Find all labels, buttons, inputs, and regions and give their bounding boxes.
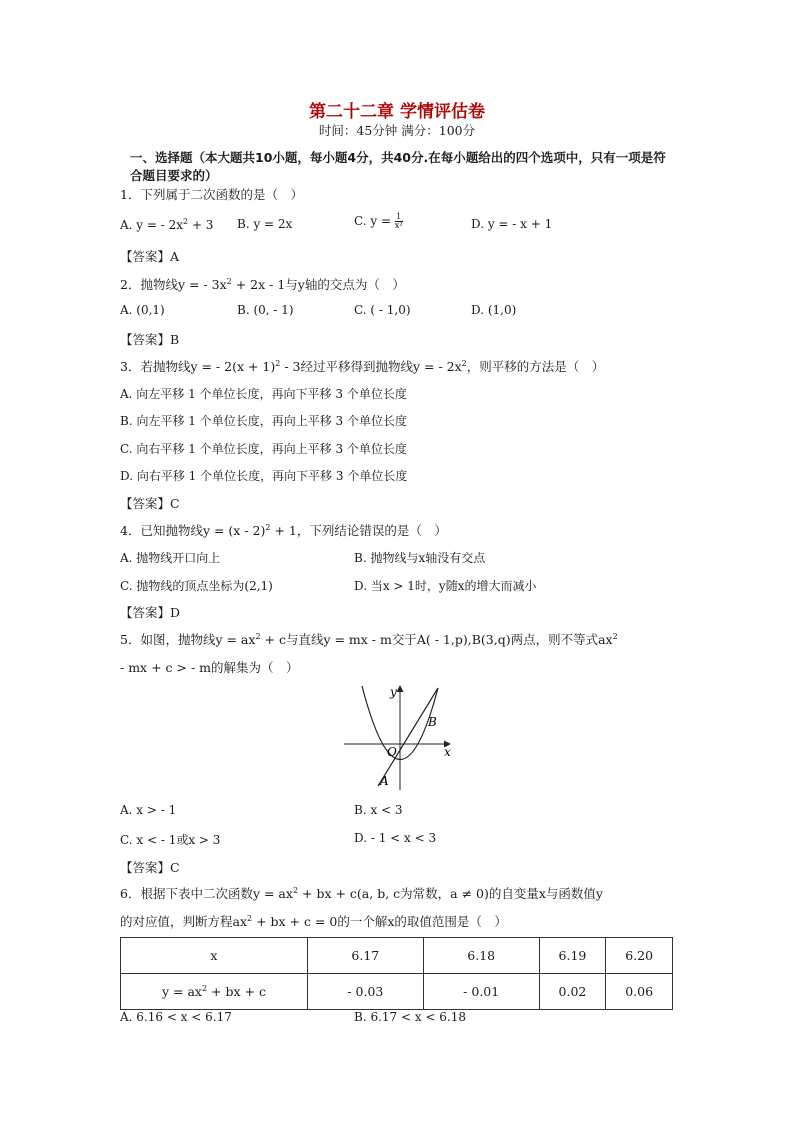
q4-stem-pre: 4．已知抛物线y = (x - 2) <box>120 523 266 538</box>
q1-option-a-sup: 2 <box>183 217 189 226</box>
table-cell: 6.17 <box>307 938 423 974</box>
q5-stem-mid: + c与直线y = mx - m交于A( - 1,p),B(3,q)两点，则不等式ax <box>260 632 613 647</box>
q3-answer: 【答案】C <box>120 496 180 511</box>
table-cell: 6.19 <box>539 938 606 974</box>
table-cell: - 0.03 <box>307 974 423 1010</box>
q1-option-d: D. y = - x + 1 <box>471 217 553 231</box>
table-header-y <box>121 974 308 1010</box>
q1-option-c-text: C. y = <box>354 214 395 228</box>
q6-option-a: A. 6.16 < x < 6.17 <box>120 1010 232 1024</box>
q5-option-c: C. x < - 1或x > 3 <box>120 833 221 847</box>
y-axis-label: y <box>390 685 397 699</box>
q1-option-b: B. y = 2x <box>237 217 293 231</box>
q1-answer: 【答案】A <box>120 249 180 264</box>
q1-option-a <box>120 217 213 232</box>
table-cell: 6.18 <box>423 938 539 974</box>
q2-stem-sup: 2 <box>226 276 232 286</box>
q5-option-b: B. x < 3 <box>354 803 403 817</box>
point-a-label: A <box>380 774 389 788</box>
table-cell: 0.02 <box>539 974 606 1010</box>
q3-stem-sup: 2 <box>275 358 281 368</box>
question-6-stem-line1 <box>120 884 603 902</box>
q6-stem-post: + bx + c(a, b, c为常数，a ≠ 0)的自变量x与函数值y <box>298 886 603 901</box>
question-1-stem: 1．下列属于二次函数的是（ ） <box>120 187 303 202</box>
q3-option-b: B. 向左平移 1 个单位长度，再向上平移 3 个单位长度 <box>120 414 407 428</box>
q6-stem2-pre: 的对应值，判断方程ax <box>120 914 248 929</box>
q5-stem-pre: 5．如图，抛物线y = ax <box>120 632 256 647</box>
question-6-stem-line2 <box>120 912 507 930</box>
q2-option-d: D. (1,0) <box>471 303 517 317</box>
table-header-y-pre: y = ax <box>161 984 202 1000</box>
q3-stem-mid: - 3经过平移得到抛物线y = - 2x <box>280 359 462 374</box>
q2-option-a: A. (0,1) <box>120 303 165 317</box>
q3-option-c: C. 向右平移 1 个单位长度，再向上平移 3 个单位长度 <box>120 442 407 456</box>
value-table <box>120 937 673 1010</box>
x-axis-label: x <box>444 745 451 759</box>
q5-stem-sup2: 2 <box>612 631 618 641</box>
q6-stem2-post: + bx + c = 0的一个解x的取值范围是（ ） <box>252 914 507 929</box>
q3-stem-post: ，则平移的方法是（ ） <box>466 359 605 374</box>
table-header-y-sup: 2 <box>201 983 208 993</box>
q3-stem-sup2: 2 <box>461 358 467 368</box>
question-5-stem-line1 <box>120 630 618 648</box>
q2-option-c: C. ( - 1,0) <box>354 303 411 317</box>
q2-option-b: B. (0, - 1) <box>237 303 294 317</box>
q4-option-a: A. 抛物线开口向上 <box>120 551 221 565</box>
q2-stem-pre: 2．抛物线y = - 3x <box>120 277 227 292</box>
q1-option-c <box>354 213 403 230</box>
table-row <box>121 938 673 974</box>
page-title: 第二十二章 学情评估卷 <box>309 102 485 122</box>
table-header-x: x <box>121 938 308 974</box>
q4-option-b: B. 抛物线与x轴没有交点 <box>354 551 486 565</box>
question-3-stem <box>120 357 604 375</box>
q6-stem-sup: 2 <box>292 885 299 895</box>
q3-option-d: D. 向右平移 1 个单位长度，再向下平移 3 个单位长度 <box>120 469 408 483</box>
line-graph <box>378 688 438 786</box>
question-5-stem-line2: - mx + c > - m的解集为（ ） <box>120 660 299 675</box>
parabola-line-figure <box>340 682 460 794</box>
origin-label: O <box>387 745 397 759</box>
exam-info: 时间：45分钟 满分：100分 <box>318 123 476 138</box>
table-header-y-post: + bx + c <box>207 984 266 1000</box>
table-cell: 6.20 <box>606 938 673 974</box>
table-cell: 0.06 <box>606 974 673 1010</box>
q2-answer: 【答案】B <box>120 332 180 347</box>
q1-option-c-fraction <box>395 213 403 230</box>
q5-option-a: A. x > - 1 <box>120 803 177 817</box>
q4-option-d: D. 当x > 1时，y随x的增大而减小 <box>354 579 537 593</box>
table-cell: - 0.01 <box>423 974 539 1010</box>
q6-stem-pre: 6．根据下表中二次函数y = ax <box>120 886 293 901</box>
section-heading: 一、选择题（本大题共10小题，每小题4分，共40分.在每小题给出的四个选项中，只有一项是符合题目要求的） <box>130 150 666 183</box>
q4-stem-sup: 2 <box>265 522 271 532</box>
q5-stem-sup: 2 <box>255 631 261 641</box>
q2-stem-post: + 2x - 1与y轴的交点为（ ） <box>231 277 405 292</box>
q5-answer: 【答案】C <box>120 860 180 875</box>
q3-option-a: A. 向左平移 1 个单位长度，再向下平移 3 个单位长度 <box>120 387 407 401</box>
fraction-denominator: x² <box>394 221 403 230</box>
q4-stem-post: + 1，下列结论错误的是（ ） <box>270 523 447 538</box>
fraction-numerator: 1 <box>396 212 402 221</box>
q6-stem2-sup: 2 <box>247 913 253 923</box>
q6-option-b: B. 6.17 < x < 6.18 <box>354 1010 467 1024</box>
q3-stem-pre: 3．若抛物线y = - 2(x + 1) <box>120 359 276 374</box>
q1-option-a-tail: + 3 <box>188 218 214 232</box>
question-4-stem <box>120 521 447 539</box>
q1-option-a-text: A. y = - 2x <box>120 218 184 232</box>
q4-answer: 【答案】D <box>120 605 181 620</box>
q4-option-c: C. 抛物线的顶点坐标为(2,1) <box>120 579 273 593</box>
point-b-label: B <box>428 715 437 729</box>
q5-option-d: D. - 1 < x < 3 <box>354 831 437 845</box>
table-row <box>121 974 673 1010</box>
question-2-stem <box>120 275 405 293</box>
